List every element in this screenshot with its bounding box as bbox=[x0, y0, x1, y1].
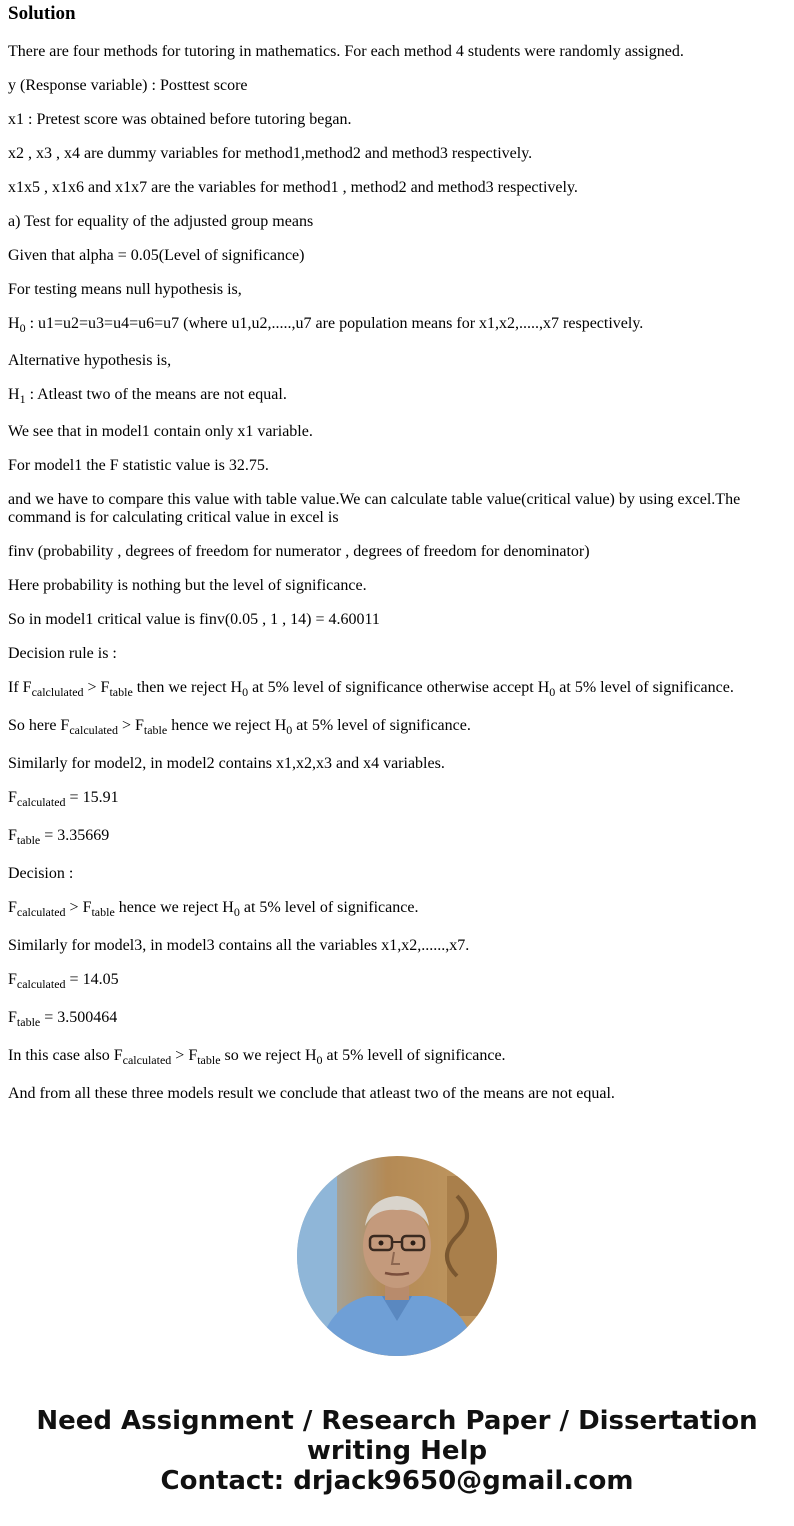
part-a-heading: a) Test for equality of the adjusted group means bbox=[8, 213, 314, 230]
model3-decision: In this case also $F_{calculated} > F_{table}$ so we reject $H_0$ at 5% levell of significance. bbox=[8, 1047, 506, 1068]
model2-f-calculated: $F_{calculated} = 15.91$ bbox=[8, 789, 119, 810]
x1-definition-text: x1 : Pretest score was obtained before tutoring began. bbox=[8, 111, 352, 128]
model2-f-table: $F_{table} = 3.35669$ bbox=[8, 827, 110, 848]
null-hypothesis-intro: For testing means null hypothesis is, bbox=[8, 281, 242, 298]
model2-decision: $F_{calculated} > F_{table}$ hence we reject $H_0$ at 5% level of significance. bbox=[8, 899, 419, 920]
model2-variables-text: Similarly for model2, in model2 contains x1,x2,x3 and x4 variables. bbox=[8, 755, 445, 772]
promo-line-1: Need Assignment / Research Paper / Dissertation bbox=[36, 1406, 758, 1436]
solution-document bbox=[0, 3, 794, 1103]
model1-variables-text: We see that in model1 contain only x1 variable. bbox=[8, 423, 313, 440]
response-variable-text: y (Response variable) : Posttest score bbox=[8, 77, 248, 94]
model3-f-calculated: $F_{calculated} = 14.05$ bbox=[8, 971, 119, 992]
avatar bbox=[297, 1156, 497, 1356]
decision-rule-heading: Decision rule is : bbox=[8, 645, 117, 662]
interaction-variables-text: x1x5 , x1x6 and x1x7 are the variables for method1 , method2 and method3 respectively. bbox=[8, 179, 578, 196]
alpha-text: Given that alpha = 0.05(Level of significance) bbox=[8, 247, 305, 264]
finv-syntax-text: finv (probability , degrees of freedom for numerator , degrees of freedom for denominator) bbox=[8, 543, 590, 560]
probability-note: Here probability is nothing but the level of significance. bbox=[8, 577, 367, 594]
promo-contact: Contact: drjack9650@gmail.com bbox=[160, 1466, 634, 1496]
conclusion-text: And from all these three models result we conclude that atleast two of the means are not equal. bbox=[8, 1085, 615, 1102]
model3-variables-text: Similarly for model3, in model3 contains all the variables x1,x2,......,x7. bbox=[8, 937, 470, 954]
model1-decision: So here $F_{calculated} > F_{table}$ hence we reject $H_0$ at 5% level of significance. bbox=[8, 717, 471, 738]
model2-decision-heading: Decision : bbox=[8, 865, 74, 882]
decision-rule-statement: If $F_{calclulated} > F_{table}$ then we reject $H_0$ at 5% level of significance otherwise accept $H_0$ at 5% level of significance. bbox=[8, 679, 734, 700]
alternative-hypothesis-intro: Alternative hypothesis is, bbox=[8, 352, 172, 369]
model3-f-table: $F_{table} = 3.500464$ bbox=[8, 1009, 118, 1030]
model1-f-statistic-text: For model1 the F statistic value is 32.75. bbox=[8, 457, 269, 474]
promo-banner bbox=[0, 1406, 794, 1496]
model1-critical-value: So in model1 critical value is finv(0.05 , 1 , 14) = 4.60011 bbox=[8, 611, 380, 628]
null-hypothesis-statement: $H_0$ : u1=u2=u3=u4=u6=u7 (where u1,u2,.....,u7 are population means for x1,x2,.....,x7 respectively. bbox=[8, 315, 644, 336]
author-portrait bbox=[297, 1156, 497, 1356]
intro-paragraph: There are four methods for tutoring in mathematics. For each method 4 students were randomly assigned. bbox=[8, 43, 684, 60]
promo-line-2: writing Help bbox=[306, 1436, 488, 1466]
alternative-hypothesis-statement: $H_1$ : Atleast two of the means are not equal. bbox=[8, 386, 287, 407]
dummy-variables-text: x2 , x3 , x4 are dummy variables for method1,method2 and method3 respectively. bbox=[8, 145, 533, 162]
page-title: Solution bbox=[8, 3, 76, 24]
critical-value-explanation: and we have to compare this value with table value.We can calculate table value(critical value) by using excel.The command is for calculating critical value in excel is bbox=[8, 491, 741, 526]
